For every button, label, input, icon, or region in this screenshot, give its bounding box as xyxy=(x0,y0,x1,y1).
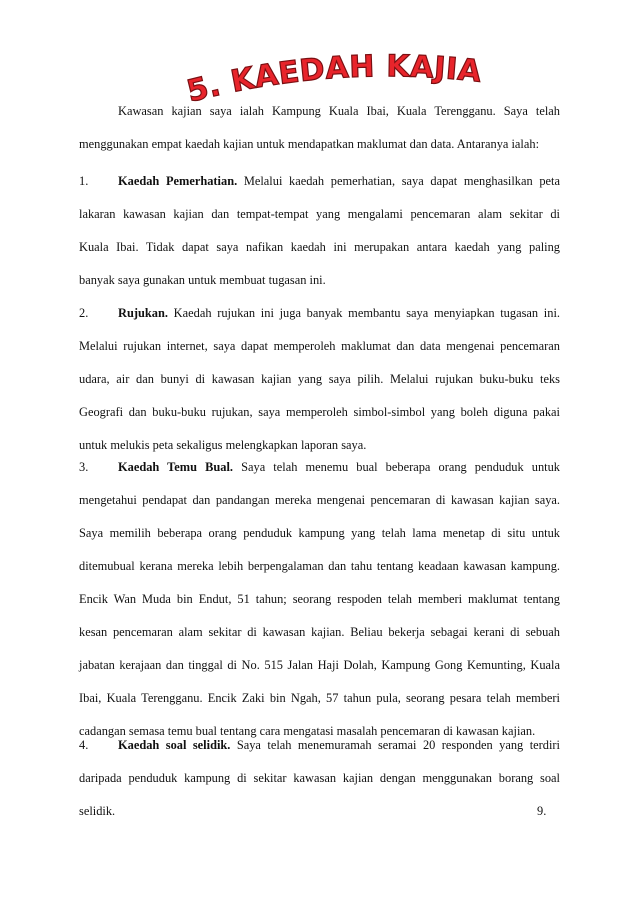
section-first-line xyxy=(79,171,560,204)
section-number: 2. xyxy=(79,306,89,320)
section-text: Saya telah menemu bual beberapa orang penduduk untuk xyxy=(241,460,560,474)
section-number: 3. xyxy=(79,460,89,474)
section-line: jabatan kerajaan dan tinggal di No. 515 Jalan Haji Dolah, Kampung Gong Kemunting, Kuala xyxy=(79,658,560,672)
section-line: udara, air dan bunyi di kawasan kajian yang saya pilih. Melalui rujukan buku-buku teks xyxy=(79,372,560,386)
section-title: Kaedah soal selidik. xyxy=(118,738,231,752)
section-questionnaire xyxy=(79,735,560,834)
section-line: banyak saya gunakan untuk membuat tugasan ini. xyxy=(79,273,326,287)
section-line: lakaran kawasan kajian dan tempat-tempat yang mengalami pencemaran alam sekitar di xyxy=(79,207,560,221)
section-line: Encik Wan Muda bin Endut, 51 tahun; seorang respoden telah memberi maklumat tentang xyxy=(79,592,560,606)
section-line: cadangan semasa temu bual tentang cara mengatasi masalah pencemaran di kawasan kajian. xyxy=(79,724,536,738)
section-line: untuk melukis peta sekaligus melengkapkan laporan saya. xyxy=(79,438,367,452)
section-line: mengetahui pendapat dan pandangan mereka mengenai pencemaran di kawasan kajian saya. xyxy=(79,493,560,507)
intro-line: Kawasan kajian saya ialah Kampung Kuala Ibai, Kuala Terengganu. Saya telah xyxy=(118,104,560,118)
page-number: 9. xyxy=(537,804,547,818)
section-line: kesan pencemaran alam sekitar di kawasan kajian. Beliau bekerja sebagai kerani di sebuah xyxy=(79,625,560,639)
section-text: Saya telah menemuramah seramai 20 responden yang terdiri xyxy=(236,738,560,752)
section-title: Kaedah Temu Bual. xyxy=(118,460,234,474)
section-line: daripada penduduk kampung di sekitar kawasan kajian dengan menggunakan borang soal xyxy=(79,771,560,785)
section-line: Ibai, Kuala Terengganu. Encik Zaki bin Ngah, 57 tahun pula, seorang pesara telah memberi xyxy=(79,691,560,705)
section-first-line xyxy=(79,735,560,768)
section-interview xyxy=(79,457,560,754)
section-line: Kuala Ibai. Tidak dapat saya nafikan kaedah ini merupakan antara kaedah yang paling xyxy=(79,240,560,254)
section-title: Rujukan. xyxy=(118,306,168,320)
intro-line: menggunakan empat kaedah kajian untuk mendapatkan maklumat dan data. Antaranya ialah: xyxy=(79,137,540,151)
section-first-line xyxy=(79,303,560,336)
section-observation xyxy=(79,171,560,303)
section-text: Melalui kaedah pemerhatian, saya dapat menghasilkan peta xyxy=(243,174,560,188)
section-line: Saya memilih beberapa orang penduduk kampung yang telah lama menetap di situ untuk xyxy=(79,526,560,540)
section-line: Melalui rujukan internet, saya dapat memperoleh maklumat dan data mengenai pencemaran xyxy=(79,339,560,353)
heading-text xyxy=(173,25,483,110)
section-references xyxy=(79,303,560,468)
section-line: selidik. xyxy=(79,804,116,818)
section-number: 1. xyxy=(79,174,89,188)
section-line: ditemubual kerana mereka lebih berpengalaman dan tahu tentang keadaan kawasan kampung. xyxy=(79,559,560,573)
section-line: Geografi dan buku-buku rujukan, saya memperoleh simbol-simbol yang boleh diguna pakai xyxy=(79,405,560,419)
section-number: 4. xyxy=(79,738,89,752)
section-text: Kaedah rujukan ini juga banyak membantu saya menyiapkan tugasan ini. xyxy=(173,306,560,320)
section-title: Kaedah Pemerhatian. xyxy=(118,174,238,188)
intro-paragraph xyxy=(79,101,560,167)
heading-textpath: 5. KAEDAH KAJIAN xyxy=(173,25,484,110)
section-first-line xyxy=(79,457,560,490)
